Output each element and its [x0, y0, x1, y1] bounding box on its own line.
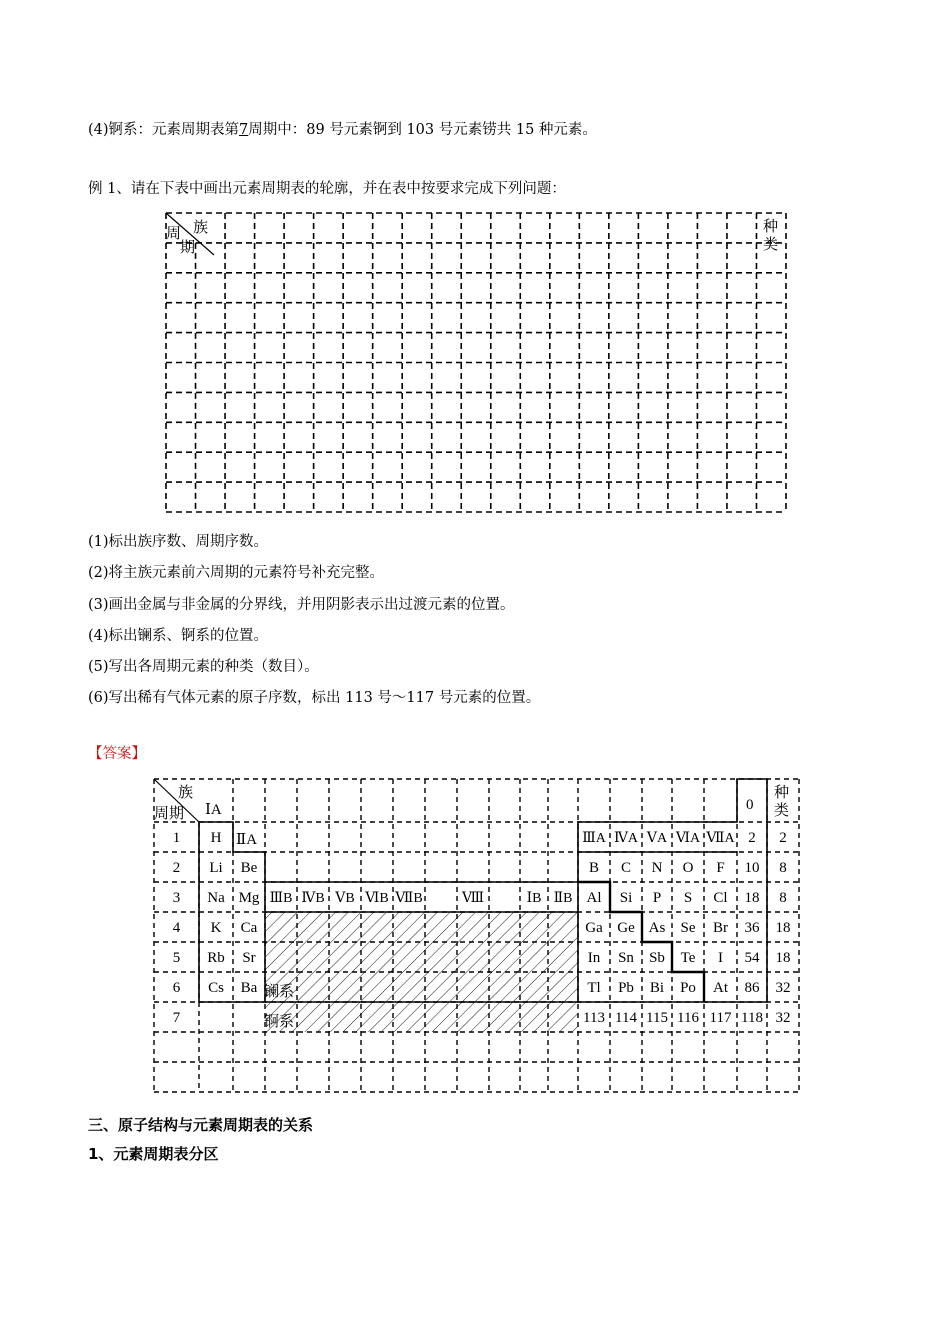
element-count: 18	[775, 920, 791, 936]
element-symbol: Al	[586, 890, 602, 906]
element-symbol: Rb	[207, 950, 225, 966]
blank-corner-top: 族	[193, 220, 209, 236]
element-symbol: 54	[744, 950, 760, 966]
answer-right-header-2: 类	[774, 803, 790, 819]
element-symbol: As	[648, 920, 666, 936]
element-count: 8	[779, 860, 787, 876]
element-symbol: Ga	[585, 920, 603, 936]
element-symbol: 115	[646, 1010, 668, 1026]
element-count: 2	[779, 830, 787, 846]
blank-right-header-1: 种	[763, 219, 779, 235]
question-5: (5)写出各周期元素的种类（数目）。	[88, 659, 319, 675]
example-intro: 例 1、请在下表中画出元素周期表的轮廓，并在表中按要求完成下列问题：	[88, 181, 566, 197]
element-symbol: 18	[744, 890, 760, 906]
actinide-label: 锕系	[264, 1014, 295, 1030]
transition-group-label: ⅡB	[553, 891, 573, 906]
question-4: (4)标出镧系、锕系的位置。	[88, 628, 269, 644]
transition-hatch-area	[265, 912, 578, 1032]
answer-corner-bottom: 周期	[154, 806, 185, 822]
element-symbol: Tl	[587, 980, 601, 996]
element-symbol: Sb	[649, 950, 665, 966]
element-symbol: Sr	[242, 950, 256, 966]
element-symbol: Ca	[240, 920, 258, 936]
element-count: 32	[775, 1010, 791, 1026]
element-count: 8	[779, 890, 787, 906]
element-symbol: K	[210, 920, 222, 936]
section-heading: 三、原子结构与元素周期表的关系	[88, 1116, 314, 1134]
element-symbol: 113	[583, 1010, 605, 1026]
answer-right-header-1: 种	[774, 785, 790, 801]
period-number: 6	[172, 980, 181, 996]
period-number: 2	[172, 860, 181, 876]
element-symbol: O	[682, 860, 694, 876]
element-symbol: 10	[744, 860, 760, 876]
element-symbol: Br	[713, 920, 728, 936]
element-symbol: At	[713, 980, 728, 996]
period-number: 7	[239, 122, 249, 138]
transition-group-label: ⅤB	[335, 891, 355, 906]
element-symbol: 116	[677, 1010, 699, 1026]
main-group-label: ⅢA	[582, 831, 606, 846]
period-number: 3	[172, 890, 181, 906]
lanthanide-label: 镧系	[264, 984, 295, 1000]
actinide-paragraph: (4)锕系：元素周期表第7周期中：89 号元素锕到 103 号元素铹共 15 种元素。	[88, 122, 597, 138]
element-symbol: 86	[744, 980, 760, 996]
element-symbol: In	[587, 950, 601, 966]
element-symbol: I	[718, 950, 723, 966]
element-symbol: 118	[741, 1010, 763, 1026]
main-group-label: ⅤA	[646, 831, 668, 846]
element-symbol: Li	[209, 860, 223, 876]
transition-group-label: ⅦB	[395, 891, 423, 906]
element-symbol: Cl	[713, 890, 728, 906]
element-symbol: 117	[709, 1010, 732, 1026]
element-symbol: Bi	[649, 980, 665, 996]
group-0-label: 0	[746, 797, 754, 813]
element-symbol: B	[588, 860, 600, 876]
element-symbol: Be	[240, 860, 258, 876]
question-1: (1)标出族序数、周期序数。	[88, 534, 269, 550]
period-number: 7	[172, 1010, 181, 1026]
element-symbol: Se	[680, 920, 696, 936]
element-symbol: 114	[615, 1010, 637, 1026]
element-symbol: C	[620, 860, 632, 876]
answer-label: 【答案】	[88, 746, 146, 762]
question-6: (6)写出稀有气体元素的原子序数，标出 113 号～117 号元素的位置。	[88, 690, 541, 706]
element-symbol: S	[683, 890, 693, 906]
element-symbol: 36	[744, 920, 760, 936]
transition-group-label: ⅣB	[301, 891, 325, 906]
element-symbol: Sn	[618, 950, 634, 966]
main-group-label: ⅥA	[675, 831, 701, 846]
element-symbol: Po	[680, 980, 696, 996]
main-group-label: ⅦA	[706, 831, 735, 846]
question-3: (3)画出金属与非金属的分界线，并用阴影表示出过渡元素的位置。	[88, 597, 515, 613]
period-number: 1	[172, 830, 181, 846]
transition-group-label: ⅥB	[365, 891, 389, 906]
element-symbol: Ba	[240, 980, 258, 996]
element-symbol: H	[210, 830, 222, 846]
element-count: 32	[775, 980, 791, 996]
element-symbol: 2	[748, 830, 756, 846]
element-symbol: Cs	[208, 980, 224, 996]
element-symbol: Si	[619, 890, 633, 906]
blank-right-header-2: 类	[763, 237, 779, 253]
transition-group-label: ⅢB	[269, 891, 293, 906]
element-symbol: Ge	[617, 920, 635, 936]
blank-corner-bottom-1: 周	[166, 226, 182, 242]
blank-corner-bottom-2: 期	[180, 240, 196, 256]
element-symbol: Pb	[618, 980, 634, 996]
answer-corner-top: 族	[178, 785, 194, 801]
period-number: 5	[172, 950, 181, 966]
element-symbol: F	[716, 860, 725, 876]
period-number: 4	[172, 920, 181, 936]
subsection-heading: 1、元素周期表分区	[88, 1145, 219, 1163]
group-IIA-label: ⅡA	[236, 832, 258, 848]
element-symbol: Na	[207, 890, 225, 906]
element-symbol: N	[651, 860, 663, 876]
element-count: 18	[775, 950, 791, 966]
transition-group-label: ⅠB	[526, 891, 542, 906]
element-symbol: Te	[680, 950, 696, 966]
group-IA-label: ⅠA	[205, 802, 222, 818]
element-symbol: P	[652, 890, 662, 906]
element-symbol: Mg	[238, 890, 260, 906]
question-2: (2)将主族元素前六周期的元素符号补充完整。	[88, 565, 385, 581]
transition-group-label: Ⅷ	[461, 891, 485, 906]
main-group-label: ⅣA	[613, 831, 639, 846]
